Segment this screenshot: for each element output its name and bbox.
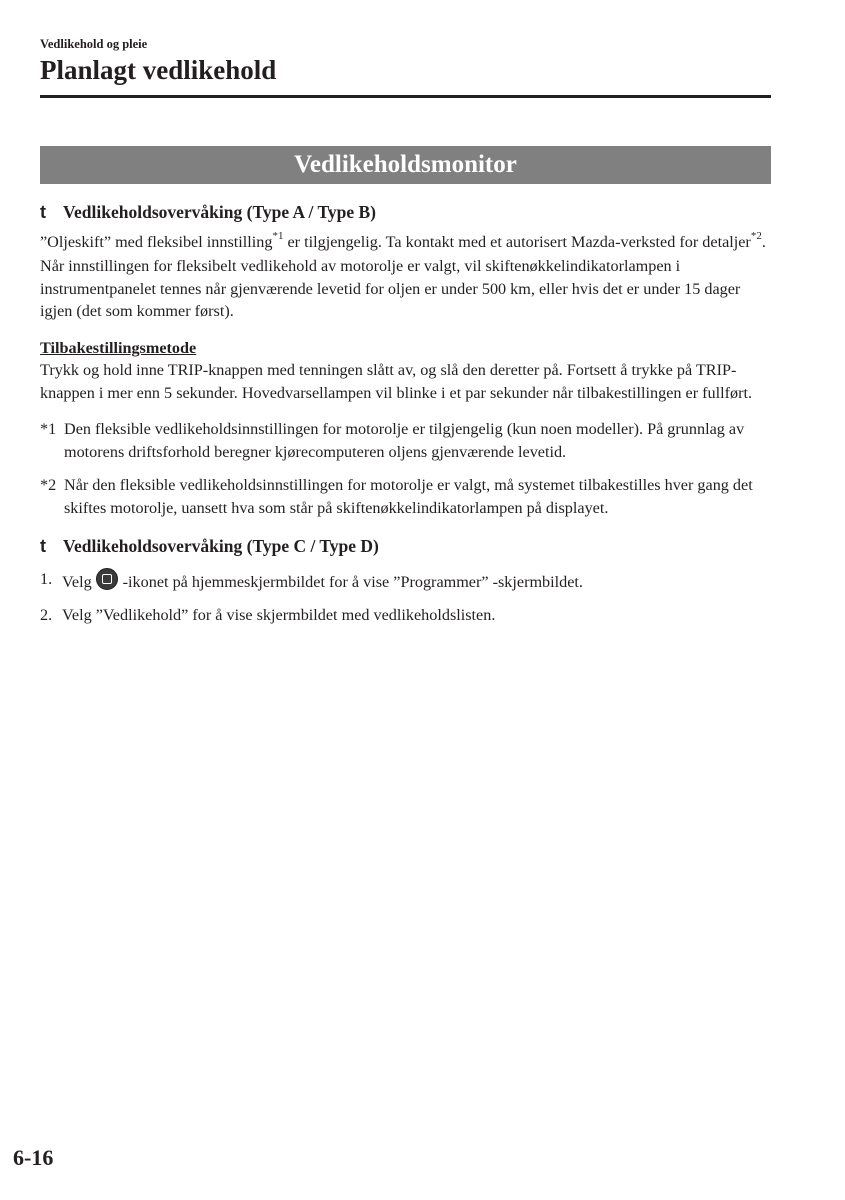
subheading-type-ab (40, 201, 771, 224)
step-text: Velg ”Vedlikehold” for å vise skjermbildet med vedlikeholdslisten. (62, 606, 496, 624)
intro-paragraph: ”Oljeskift” med fleksibel innstilling$^{*1}$ er tilgjengelig. Ta kontakt med et autorisert Mazda-verksted for detaljer$^{*2}$. Når innstillingen for fleksibelt vedlikehold av motorolje er valgt, vil skiftenøkkelindikatorlampen i instrumentpanelet tennes når gjenværende levetid for oljen er under 500 km, eller hvis det er under 15 dager igjen (det som kommer først). (40, 229, 766, 320)
footnote-marker: *2 (40, 476, 57, 494)
footnote-text: Når den fleksible vedlikeholdsinnstillingen for motorolje er valgt, må systemet tilbakestilles hver gang det skiftes motorolje, uansett hva som står på skiftenøkkelindikatorlampen på displayet. (64, 476, 753, 517)
steps-list (40, 568, 771, 627)
step-number: 1. (40, 569, 53, 588)
list-item (40, 604, 771, 627)
subheading-text: Vedlikeholdsovervåking (Type C / Type D) (63, 536, 379, 556)
footnote-ref-2: *2 (750, 229, 762, 242)
page-title: Planlagt vedlikehold (40, 55, 277, 85)
breadcrumb: Vedlikehold og pleie (40, 37, 148, 51)
bullet-icon: t (40, 536, 46, 556)
footnote-ref-1: *1 (272, 229, 284, 242)
footnote (40, 474, 771, 519)
step-number: 2. (40, 606, 53, 624)
content (40, 201, 771, 638)
bullet-icon: t (40, 202, 46, 222)
title-rule (40, 95, 771, 98)
footnote-marker: *1 (40, 420, 57, 438)
applications-icon (96, 568, 118, 590)
method-title: Tilbakestillingsmetode (40, 338, 197, 357)
method-text: Trykk og hold inne TRIP-knappen med tenningen slått av, og slå den deretter på. Fortsett å trykke på TRIP-knappen i mer enn 5 sekunder. Hovedvarsellampen vil blinke i et par sekunder når tilbakestillingen er fullført. (40, 361, 753, 402)
list-item (40, 568, 771, 594)
page-number: 6-16 (13, 1145, 54, 1170)
section-banner: Vedlikeholdsmonitor (40, 146, 771, 184)
subheading-text: Vedlikeholdsovervåking (Type A / Type B) (63, 202, 376, 222)
step-text: Velg -ikonet på hjemmeskjermbildet for å vise ”Programmer” -skjermbildet. (62, 568, 583, 594)
footnote-text: Den fleksible vedlikeholdsinnstillingen for motorolje er tilgjengelig (kun noen modeller). På grunnlag av motorens driftsforhold beregner kjørecomputeren oljens gjenværende levetid. (64, 420, 745, 461)
subheading-type-cd (40, 535, 771, 558)
footnote (40, 418, 771, 463)
